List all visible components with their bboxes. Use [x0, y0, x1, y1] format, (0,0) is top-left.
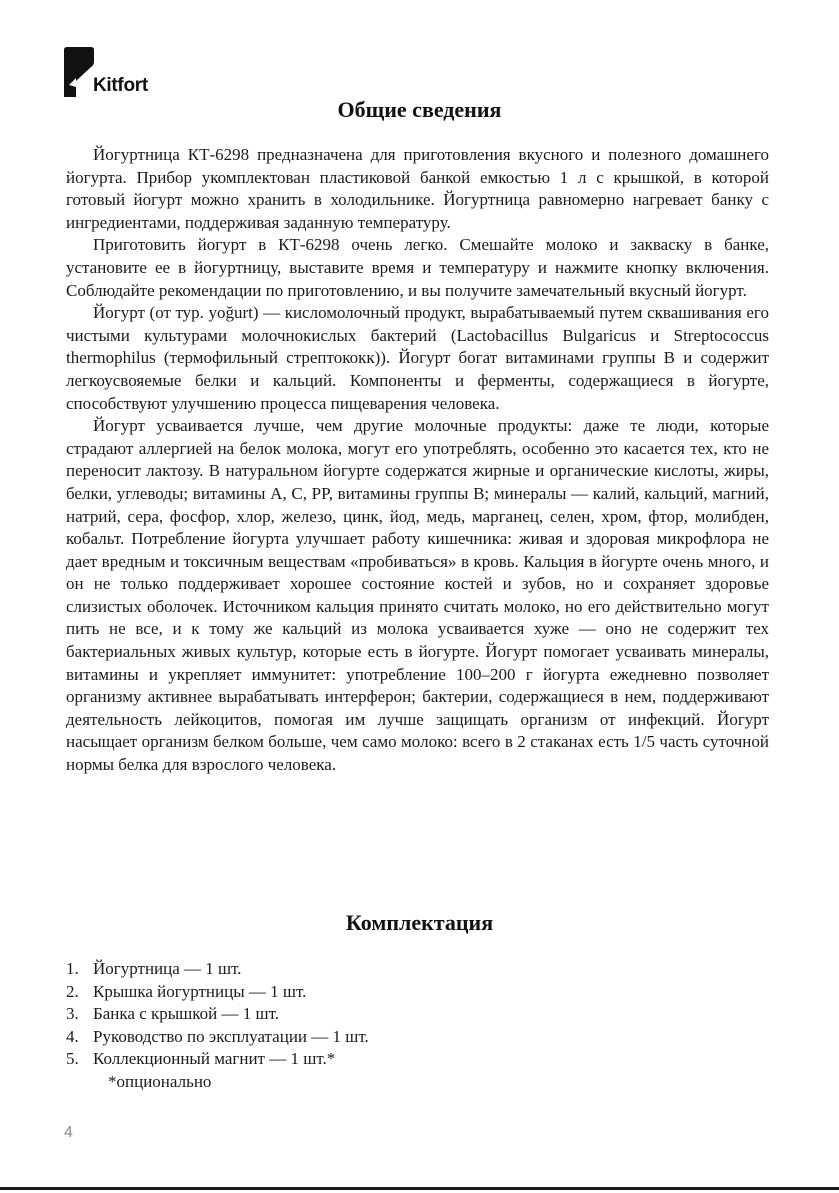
list-item: [66, 1003, 369, 1026]
list-item-number: 1.: [66, 959, 79, 978]
paragraph: Йогуртница КТ-6298 предназначена для приготовления вкусного и полезного домашнего йогурта. Прибор укомплектован пластиковой банкой емкостью 1 л с крышкой, в которой готовый йогурт можно хранить в холодильнике. Йогуртница равномерно нагревает банку с ингредиентами, поддерживая заданную температуру.: [66, 145, 769, 232]
list-item-text: Йогуртница — 1 шт.: [93, 959, 242, 978]
list-item-number: 2.: [66, 981, 79, 1001]
list-item: [66, 981, 369, 1004]
list-item-text: Крышка йогуртницы — 1 шт.: [93, 981, 307, 1001]
paragraph: Приготовить йогурт в КТ-6298 очень легко. Смешайте молоко и закваску в банке, установите ее в йогуртницу, выставите время и температуру и нажмите кнопку включения. Соблюдайте рекомендации по приготовлению, и вы получите замечательный вкусный йогурт.: [66, 235, 769, 300]
paragraph: Йогурт (от тур. yoğurt) — кисломолочный продукт, вырабатываемый путем сквашивания его чистыми культурами молочнокислых бактерий (Lactobacillus Bulgaricus и Streptococcus thermophilus (термофильный стрептококк)). Йогурт богат витаминами группы В и содержит легкоусвояемые белки и кальций. Компоненты и ферменты, содержащиеся в йогурте, способствуют улучшению процесса пищеварения человека.: [66, 303, 769, 413]
list-item-text: Руководство по эксплуатации — 1 шт.: [93, 1026, 369, 1046]
page-title: Общие сведения: [337, 97, 502, 122]
bottom-divider: [0, 1187, 839, 1190]
list-item: [66, 1026, 369, 1049]
kitfort-logo: [64, 47, 174, 99]
section-title-package: Комплектация: [345, 910, 494, 935]
page-number: 4: [64, 1124, 73, 1141]
footnote-optional: *опционально: [108, 1072, 212, 1091]
paragraph: Йогурт усваивается лучше, чем другие молочные продукты: даже те люди, которые страдают аллергией на белок молока, могут его употреблять, особенно это касается тех, кто не переносит лактозу. В натуральном йогурте содержатся жирные и органические кислоты, жиры, белки, углеводы; витамины A, C, PP, витамины группы В; минералы — калий, кальций, магний, натрий, сера, фосфор, хлор, железо, цинк, йод, медь, марганец, селен, хром, фтор, молибден, кобальт. Потребление йогурта улучшает работу кишечника: живая и здоровая микрофлора не дает вредным и токсичным веществам «пробиваться» в кровь. Кальция в йогурте очень много, и он не только поддерживает хорошее состояние костей и зубов, но и сохраняет здоровье слизистых оболочек. Источником кальция принято считать молоко, но его действительно могут пить не все, и к тому же кальций из молока усваивается хуже — оно не содержит тех бактериальных живых культур, которые есть в йогурте. Йогурт помогает усваивать минералы, витамины и укрепляет иммунитет: употребление 100–200 г йогурта ежедневно позволяет организму активнее вырабатывать интерферон; бактерии, содержащиеся в нем, поддерживают деятельность лейкоцитов, помогая им лучше защищать организм от инфекций. Йогурт насыщает организм белком больше, чем само молоко: всего в 2 стаканах есть 1/5 часть суточной нормы белка для взрослого человека.: [66, 416, 769, 775]
list-item-text: Банка с крышкой — 1 шт.: [93, 1004, 280, 1024]
list-item: [66, 958, 369, 981]
intro-text: [66, 144, 769, 777]
list-item-number: 5.: [66, 1049, 79, 1069]
list-item-number: 3.: [66, 1004, 79, 1024]
list-item: [66, 1048, 369, 1071]
list-item-text: Коллекционный магнит — 1 шт.*: [93, 1049, 336, 1069]
package-list: [66, 958, 369, 1071]
list-item-number: 4.: [66, 1026, 79, 1046]
brand-name: Kitfort: [93, 75, 148, 96]
kitfort-logo-mark-icon: [64, 47, 94, 97]
